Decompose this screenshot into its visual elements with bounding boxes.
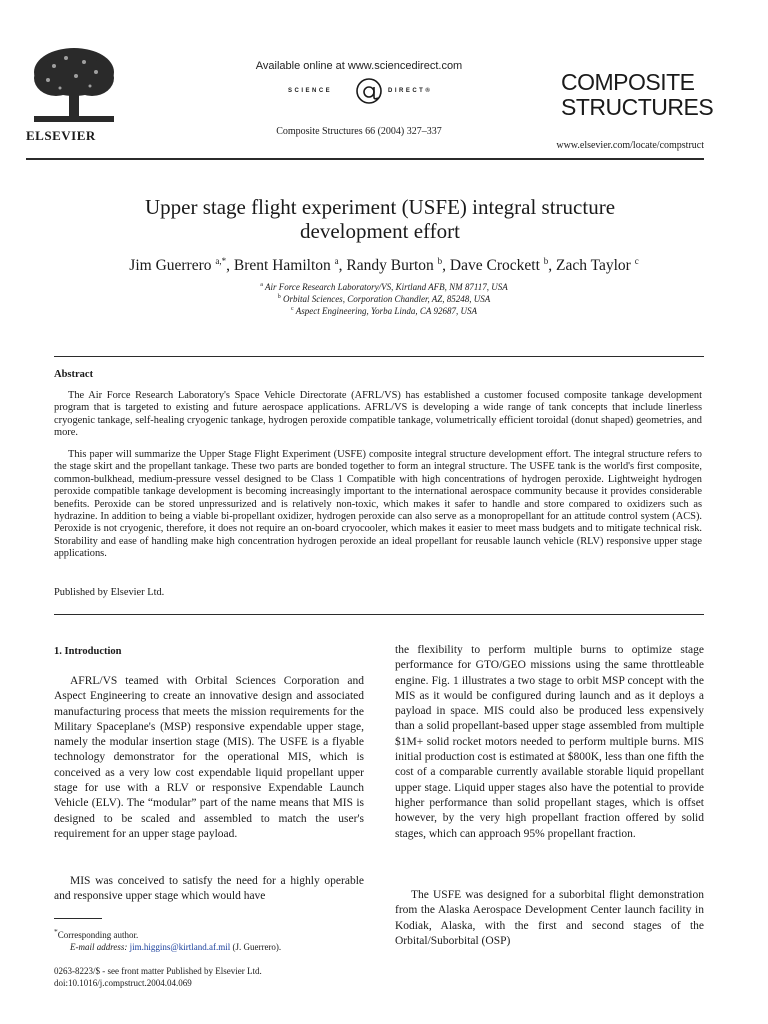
publisher-name: ELSEVIER (26, 128, 96, 143)
right-column-paragraph-1: the flexibility to perform multiple burns to optimize stage performance for GTO/GEO missions using the same throttleable engine. Fig. 1 illustrates a two stage to orbit MSP concept with the MIS as it would be configured during launch and as it deploys a payload in space. MIS could also be produced less expensively than a solid propellant-based upper stage assembled from multiple $1M+ solid rocket motors needed to perform multiple burns. MIS initial production cost is estimated at $800K, less than one fifth the cost of a comparable currently available storable liquid propellant upper stage. Liquid upper stages also have the potential to provide higher performance than solid propellant stages, which is offset however, by the very high propellant fraction offered by solid stages, which can approach 95% propellant fraction. (395, 644, 704, 840)
affiliation-a: $^a$ Air Force Research Laboratory/VS, Kirtland AFB, NM 87117, USA (260, 282, 508, 292)
paper-title-line2: development effort (300, 219, 460, 243)
left-column-paragraph-1: AFRL/VS teamed with Orbital Sciences Corporation and Aspect Engineering to create an innovative design and associated manufacturing process that meets the mission requirements for the Military Spaceplane's (MSP) responsive expendable upper stage, namely the modular insertion stage (MIS). The USFE is a flyable technology demonstrator for the operational MIS, which is conceived as a very low cost expendable liquid propellant upper stage for use with a RLV or responsive Expendable Launch Vehicle (ELV). The “modular” part of the name means that MIS is designed to be scaled and assembled to match the user's requirement for an upper stage payload. (54, 675, 364, 840)
abstract-top-rule (54, 356, 704, 357)
author-name: Brent Hamilton (233, 257, 331, 275)
affiliation-b: $^b$ Orbital Sciences, Corporation Chandler, AZ, 85248, USA (277, 294, 491, 304)
author-name: Dave Crockett (449, 257, 540, 275)
available-online-notice: Available online at www.sciencedirect.com (255, 60, 463, 72)
journal-reference: Composite Structures 66 (2004) 327–337 (276, 126, 442, 137)
right-column-paragraph-2: The USFE was designed for a suborbital flight demonstration from the Alaska Aerospace Development Center launch facility in Kodiak, Alaska, with the first and second stages of the Orbital/Suborbital (OSP) (395, 889, 704, 947)
abstract-paragraph-1: The Air Force Research Laboratory's Space Vehicle Directorate (AFRL/VS) has established a customer focused composite tankage development program that is targeted to existing and future aerospace applications. AFRL/VS is developing a wide range of tank concepts that include linerless cryogenic tankage, self-healing cryogenic tankage, hydrogen peroxide compatible tankage, volumetrically efficient toroidal (donut shaped) geometries, and more. (54, 390, 702, 439)
sciencedirect-logo (258, 76, 478, 110)
footnote-marker: * (54, 927, 58, 936)
paper-title (60, 195, 700, 243)
affiliation-c: $^c$ Aspect Engineering, Yorba Linda, CA 92687, USA (290, 306, 478, 316)
section-heading: 1. Introduction (54, 646, 122, 657)
author-list: Jim Guerrero $^{a,*}$, Brent Hamilton $^a$, Randy Burton $^b$, Dave Crockett $^b$, Zach Taylor $^c$ (129, 256, 639, 275)
sd-logo-right-text: DIRECT® (388, 88, 433, 94)
journal-url[interactable]: www.elsevier.com/locate/compstruct (556, 140, 704, 151)
issn-line: 0263-8223/$ - see front matter Published by Elsevier Ltd. (54, 966, 262, 976)
header-rule (26, 158, 704, 160)
published-by: Published by Elsevier Ltd. (54, 587, 165, 598)
elsevier-tree-logo (26, 42, 122, 128)
abstract-heading: Abstract (54, 369, 94, 380)
left-column-paragraph-2: MIS was conceived to satisfy the need for a highly operable and responsive upper stage which would have (54, 875, 364, 903)
email-suffix: (J. Guerrero). (232, 942, 282, 952)
author-affiliation-marker: b (437, 256, 443, 266)
paper-title-line1: Upper stage flight experiment (USFE) integral structure (144, 195, 616, 219)
journal-title-line1: COMPOSITE (561, 69, 695, 95)
author-name: Jim Guerrero (129, 257, 212, 275)
abstract-paragraph-2: This paper will summarize the Upper Stage Flight Experiment (USFE) composite integral structure development effort. The integral structure refers to the stage skirt and the propellant tankage. These two parts are bonded together to form an integral structure. The USFE tank is the world's first composite, common-bulkhead, medium-pressure vessel designed to be Class 1 Compatible with high concentrations of hydrogen peroxide. Lightweight hydrogen peroxide compatible tankage development is becoming increasingly important to the international aerospace community because it provides considerable benefits. Peroxide can be stored unpressurized and is relatively non-toxic, which makes it safer to handle and store compared to oxidizers such as hydrazine. In addition to being a viable bi-propellant oxidizer, hydrogen peroxide can also serve as a monopropellant for an attitude control system (ACS). Peroxide is not cryogenic, therefore, it does not require an on-board cryocooler, which makes it easier to meet mass budgets and to mitigate technical risk. Storability and ease of handling make high concentration hydrogen peroxide an ideal propellant for reusable launch vehicle (RLV) responsive upper stage applications. (54, 449, 702, 560)
author-affiliation-marker: a (334, 256, 339, 266)
journal-title-line2: STRUCTURES (561, 94, 714, 120)
abstract-bottom-rule (54, 614, 704, 615)
footnote-rule (54, 918, 102, 919)
author-name: Zach Taylor (556, 257, 631, 275)
author-affiliation-marker: a,* (215, 256, 227, 266)
email-label: E-mail address: (70, 942, 128, 952)
author-affiliation-marker: b (543, 256, 549, 266)
journal-title (561, 69, 714, 120)
author-affiliation-marker: c (634, 256, 639, 266)
front-matter (54, 966, 374, 989)
footnote-text: Corresponding author. (57, 930, 139, 940)
sd-logo-left-text: SCIENCE (288, 88, 333, 94)
email-link[interactable]: jim.higgins@kirtland.af.mil (129, 942, 231, 952)
sciencedirect-at-icon (355, 77, 383, 105)
doi-line: doi:10.1016/j.compstruct.2004.04.069 (54, 977, 192, 988)
corresponding-author-footnote (54, 926, 374, 953)
author-name: Randy Burton (346, 257, 434, 275)
